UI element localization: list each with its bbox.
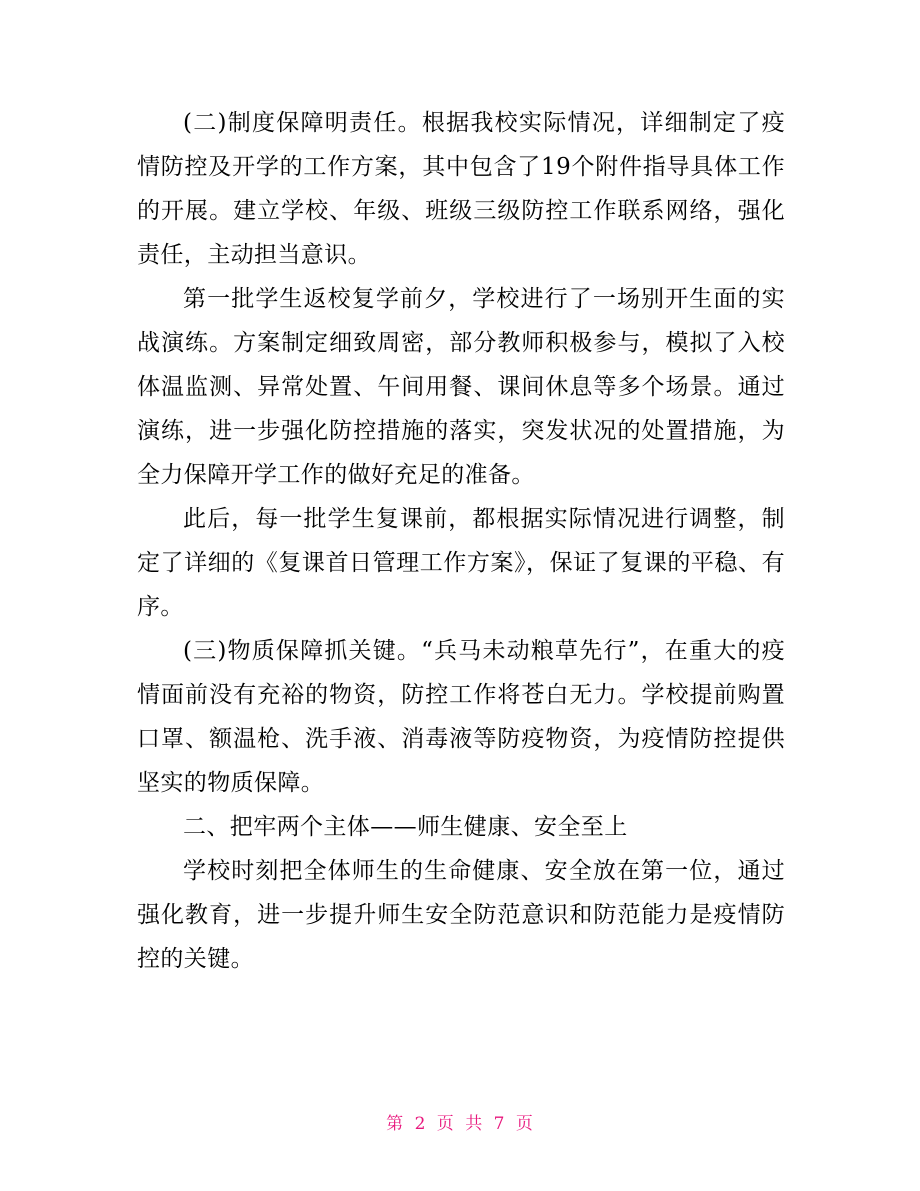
paragraph-health-safety: 学校时刻把全体师生的生命健康、安全放在第一位，通过强化教育，进一步提升师生安全防范意识和防范能力是疫情防控的关键。: [137, 858, 785, 972]
page-number: 第 2 页 共 7 页: [386, 1114, 534, 1134]
paragraph-institutional-guarantee: (二)制度保障明责任。根据我校实际情况，详细制定了疫情防控及开学的工作方案，其中包含了19个附件指导具体工作的开展。建立学校、年级、班级三级防控工作联系网络，强化责任，主动担当意识。: [137, 110, 785, 268]
paragraph-material-guarantee: (三)物质保障抓关键。“兵马未动粮草先行”，在重大的疫情面前没有充裕的物资，防控工作将苍白无力。学校提前购置口罩、额温枪、洗手液、消毒液等防疫物资，为疫情防控提供坚实的物质保障。: [137, 638, 785, 796]
paragraph-reopening-plan: 此后，每一批学生复课前，都根据实际情况进行调整，制定了详细的《复课首日管理工作方案》，保证了复课的平稳、有序。: [137, 506, 785, 620]
paragraph-drill: 第一批学生返校复学前夕，学校进行了一场别开生面的实战演练。方案制定细致周密，部分教师积极参与，模拟了入校体温监测、异常处置、午间用餐、课间休息等多个场景。通过演练，进一步强化防控措施的落实，突发状况的处置措施，为全力保障开学工作的做好充足的准备。: [137, 286, 785, 488]
document-body: [137, 101, 785, 981]
section-heading: 二、把牢两个主体——师生健康、安全至上: [183, 814, 628, 840]
